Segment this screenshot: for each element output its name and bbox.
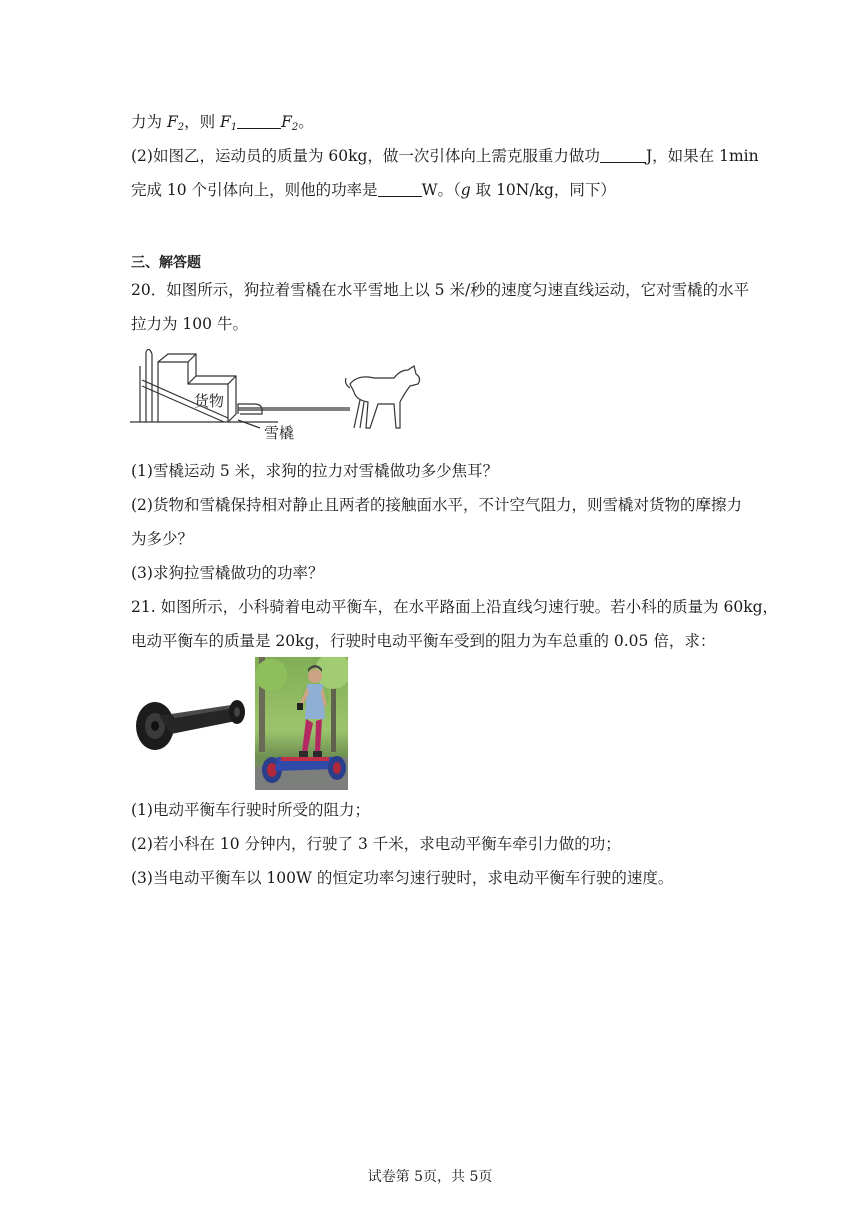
- cargo-label: 货物: [194, 392, 225, 410]
- q20-part-2-line-1: (2)货物和雪橇保持相对静止且两者的接触面水平，不计空气阻力，则雪橇对货物的摩擦力: [131, 496, 742, 514]
- rider-photo: [255, 657, 348, 790]
- q20-part-3: (3)求狗拉雪橇做功的功率？: [131, 564, 324, 582]
- q19-line-2: [131, 146, 759, 166]
- f2-subscript: 2: [177, 122, 185, 133]
- q19-text: ，则: [184, 113, 221, 131]
- q19-line-1: [131, 112, 314, 138]
- q19-text: 力为: [131, 113, 167, 131]
- q21-part-2: (2)若小科在 10 分钟内，行驶了 3 千米，求电动平衡车牵引力做的功；: [131, 835, 621, 853]
- q21-stem-line-1: 21. 如图所示，小科骑着电动平衡车，在水平路面上沿直线匀速行驶。若小科的质量为 60kg，: [131, 598, 779, 616]
- page-footer: 试卷第 5页，共 5页: [367, 1169, 493, 1185]
- q20-part-1: (1)雪橇运动 5 米，求狗的拉力对雪橇做功多少焦耳？: [131, 462, 499, 480]
- q20-stem-line-2: 拉力为 100 牛。: [131, 315, 248, 333]
- q19-text: 完成 10 个引体向上，则他的功率是: [131, 181, 378, 199]
- q19-line-3: [131, 180, 616, 200]
- q21-part-3: (3)当电动平衡车以 100W 的恒定功率匀速行驶时，求电动平衡车行驶的速度。: [131, 869, 674, 887]
- answer-blank[interactable]: [237, 114, 281, 129]
- hoverboard-photo: [131, 686, 249, 756]
- f2-symbol: F: [166, 113, 178, 131]
- q19-text: 。: [298, 113, 314, 131]
- q20-part-2-line-2: 为多少？: [131, 530, 194, 548]
- q21-part-1: (1)电动平衡车行驶时所受的阻力；: [131, 801, 370, 819]
- dog-sled-drawing: [128, 344, 428, 444]
- q19-text: W。（: [421, 181, 461, 199]
- dog-sled-figure: [128, 344, 428, 444]
- g-symbol: g: [460, 181, 471, 199]
- q19-text: J，如果在 1min: [645, 147, 759, 165]
- q21-stem-line-2: 电动平衡车的质量是 20kg，行驶时电动平衡车受到的阻力为车总重的 0.05 倍，求：: [131, 632, 716, 650]
- answer-blank[interactable]: [378, 182, 422, 197]
- rider-image: [255, 657, 348, 790]
- f1-subscript: 1: [230, 122, 238, 133]
- q19-text: 取 10N/kg，同下）: [470, 181, 616, 199]
- f1-symbol: F: [220, 113, 231, 131]
- answer-blank[interactable]: [600, 148, 646, 163]
- q20-stem-line-1: 20．如图所示，狗拉着雪橇在水平雪地上以 5 米/秒的速度匀速直线运动，它对雪橇的水平: [131, 281, 750, 299]
- sled-label: 雪橇: [264, 424, 295, 442]
- section-title: 三、解答题: [131, 255, 201, 271]
- f2-subscript: 2: [291, 122, 299, 133]
- q19-text: (2)如图乙，运动员的质量为 60kg，做一次引体向上需克服重力做功: [131, 147, 600, 165]
- hoverboard-image: [131, 686, 249, 756]
- f2-symbol: F: [281, 113, 292, 131]
